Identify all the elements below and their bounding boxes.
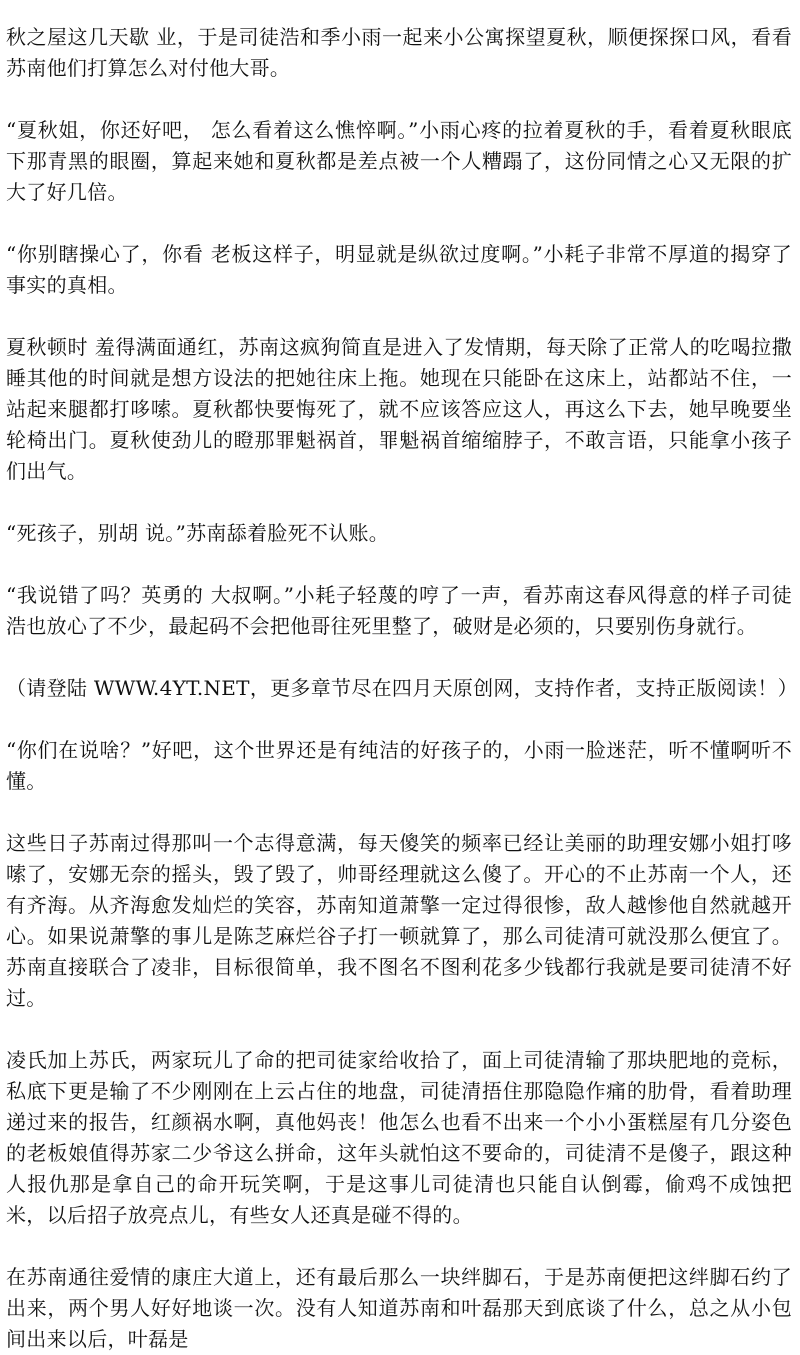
- paragraph-3: “你别瞎操心了，你看 老板这样子，明显就是纵欲过度啊。”小耗子非常不厚道的揭穿了事实的真相。: [6, 242, 792, 297]
- paragraph-11: 在苏南通往爱情的康庄大道上，还有最后那么一块绊脚石，于是苏南便把这绊脚石约了出来，两个男人好好地谈一次。没有人知道苏南和叶磊那天到底谈了什么，总之从小包间出来以后，叶磊是: [6, 1265, 792, 1351]
- paragraph-4: 夏秋顿时 羞得满面通红，苏南这疯狗简直是进入了发情期，每天除了正常人的吃喝拉撒睡其他的时间就是想方设法的把她往床上拖。她现在只能卧在这床上，站都站不住，一站起来腿都打哆嗦。夏秋都快要悔死了，就不应该答应这人，再这么下去，她早晚要坐轮椅出门。夏秋使劲儿的瞪那罪魁祸首，罪魁祸首缩缩脖子，不敢言语，只能拿小孩子们出气。: [6, 335, 792, 483]
- paragraph-7-site-notice: （请登陆 WWW.4YT.NET，更多章节尽在四月天原创网，支持作者，支持正版阅读！）: [6, 676, 798, 700]
- paragraph-2: “夏秋姐，你还好吧， 怎么看着这么憔悴啊。”小雨心疼的拉着夏秋的手，看着夏秋眼底下那青黑的眼圈，算起来她和夏秋都是差点被一个人糟蹋了，这份同情之心又无限的扩大了好几倍。: [6, 118, 792, 204]
- paragraph-1: 秋之屋这几天歇 业，于是司徒浩和季小雨一起来小公寓探望夏秋，顺便探探口风，看看苏南他们打算怎么对付他大哥。: [6, 25, 792, 80]
- paragraph-6: “我说错了吗？英勇的 大叔啊。”小耗子轻蔑的哼了一声，看苏南这春风得意的样子司徒浩也放心了不少，最起码不会把他哥往死里整了，破财是必须的，只要别伤身就行。: [6, 583, 792, 638]
- paragraph-5: “死孩子，别胡 说。”苏南舔着脸死不认账。: [6, 521, 390, 545]
- paragraph-9: 这些日子苏南过得那叫一个志得意满，每天傻笑的频率已经让美丽的助理安娜小姐打哆嗦了，安娜无奈的摇头，毁了毁了，帅哥经理就这么傻了。开心的不止苏南一个人，还有齐海。从齐海愈发灿烂的笑容，苏南知道萧擎一定过得很惨，敌人越惨他自然就越开心。如果说萧擎的事儿是陈芝麻烂谷子打一顿就算了，那么司徒清可就没那么便宜了。苏南直接联合了凌非，目标很简单，我不图名不图利花多少钱都行我就是要司徒清不好过。: [6, 831, 792, 1010]
- paragraph-8: “你们在说啥？”好吧，这个世界还是有纯洁的好孩子的，小雨一脸迷茫，听不懂啊听不懂。: [6, 738, 792, 793]
- paragraph-10: 凌氏加上苏氏，两家玩儿了命的把司徒家给收拾了，面上司徒清输了那块肥地的竞标，私底下更是输了不少刚刚在上云占住的地盘，司徒清捂住那隐隐作痛的肋骨，看着助理递过来的报告，红颜祸水啊，真他妈丧！他怎么也看不出来一个小小蛋糕屋有几分姿色的老板娘值得苏家二少爷这么拼命，这年头就怕这不要命的，司徒清不是傻子，跟这种人报仇那是拿自己的命开玩笑啊，于是这事儿司徒清也只能自认倒霉，偷鸡不成蚀把米，以后招子放亮点儿，有些女人还真是碰不得的。: [6, 1048, 792, 1227]
